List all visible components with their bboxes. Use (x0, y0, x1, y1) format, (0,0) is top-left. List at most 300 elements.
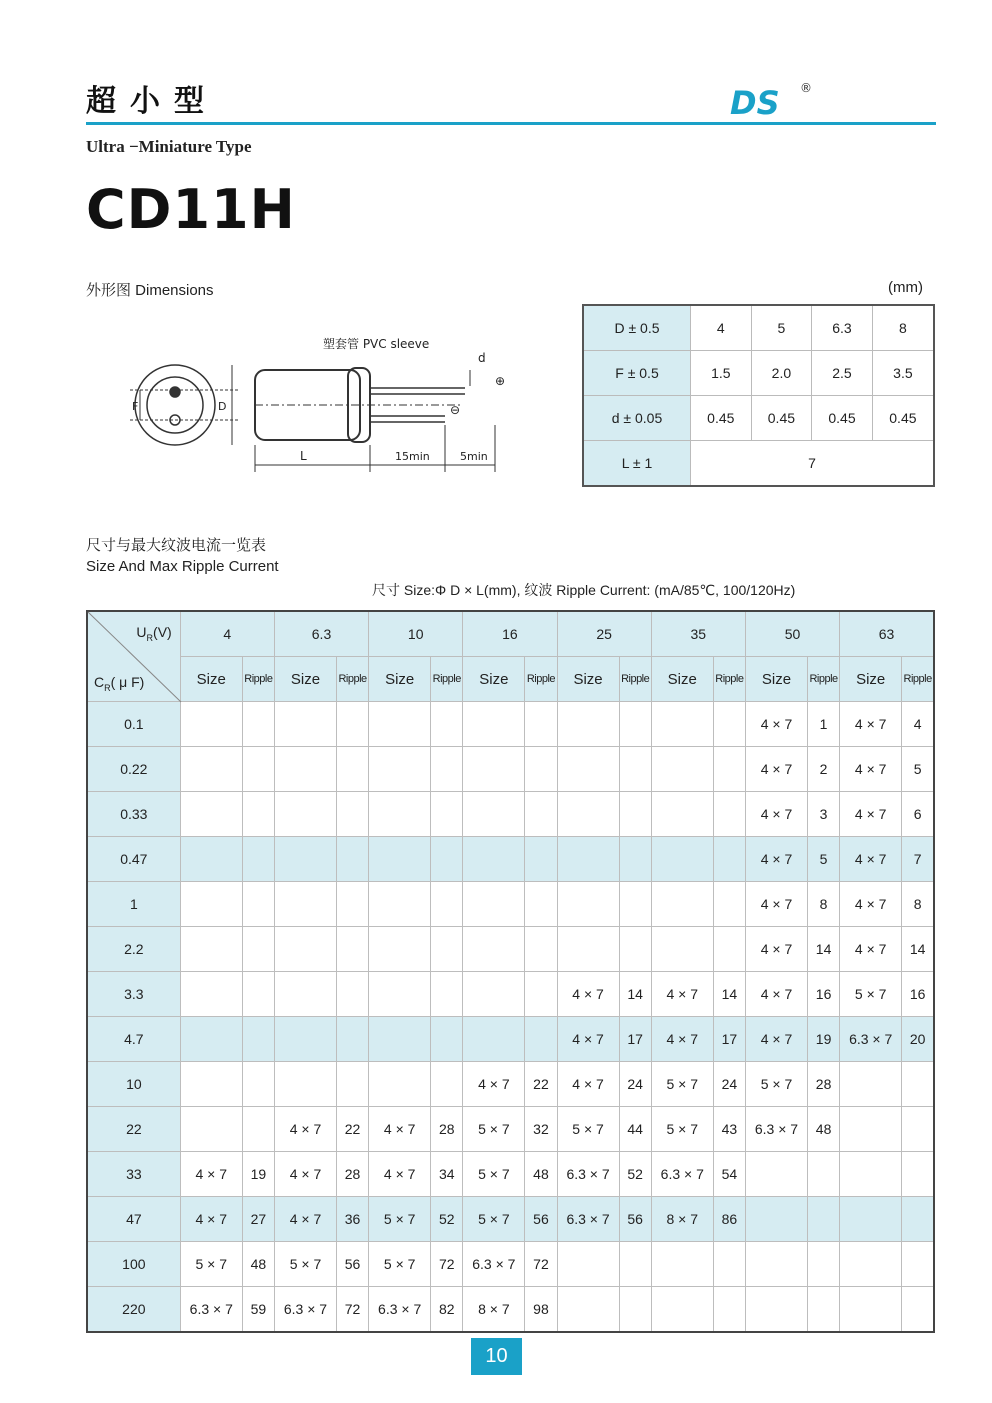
ripple-cell: 59 (242, 1287, 274, 1333)
ripple-cell: 54 (713, 1152, 745, 1197)
ripple-header: Ripple (713, 657, 745, 702)
ripple-cell (619, 837, 651, 882)
ripple-cell (902, 1242, 934, 1287)
ripple-cell: 5 (808, 837, 840, 882)
size-cell (369, 972, 431, 1017)
size-cell: 5 × 7 (557, 1107, 619, 1152)
size-cell (840, 1062, 902, 1107)
capacitance-cell: 1 (87, 882, 180, 927)
size-cell (369, 747, 431, 792)
brand-text: DS (730, 84, 780, 122)
size-cell: 4 × 7 (180, 1197, 242, 1242)
header-rule (86, 122, 936, 125)
table-row (87, 792, 934, 837)
ripple-cell: 17 (713, 1017, 745, 1062)
table-row (87, 1197, 934, 1242)
size-cell: 8 × 7 (651, 1197, 713, 1242)
ripple-cell (337, 882, 369, 927)
size-cell (180, 972, 242, 1017)
size-header: Size (745, 657, 807, 702)
size-cell (651, 1242, 713, 1287)
ripple-cell: 17 (619, 1017, 651, 1062)
size-cell (180, 747, 242, 792)
dim-row-label: D ± 0.5 (583, 305, 691, 351)
ripple-cell: 48 (525, 1152, 557, 1197)
table-row (87, 1152, 934, 1197)
capacitance-cell: 10 (87, 1062, 180, 1107)
size-cell: 4 × 7 (557, 1017, 619, 1062)
ripple-cell: 28 (337, 1152, 369, 1197)
ripple-cell (525, 1017, 557, 1062)
capacitance-cell: 220 (87, 1287, 180, 1333)
dim-cell: 6.3 (812, 305, 873, 351)
ripple-cell: 56 (525, 1197, 557, 1242)
size-cell (557, 1287, 619, 1333)
ripple-cell (242, 927, 274, 972)
size-cell (840, 1152, 902, 1197)
ripple-cell (902, 1287, 934, 1333)
size-cell: 6.3 × 7 (840, 1017, 902, 1062)
dim-row-label: L ± 1 (583, 441, 691, 487)
model-number: CD11H (86, 178, 296, 241)
size-cell: 5 × 7 (651, 1107, 713, 1152)
size-cell (557, 792, 619, 837)
ripple-cell: 52 (619, 1152, 651, 1197)
dimensions-label: 外形图 Dimensions (86, 282, 214, 299)
size-cell (369, 1062, 431, 1107)
size-cell (274, 972, 336, 1017)
ripple-cell: 43 (713, 1107, 745, 1152)
ripple-cell (808, 1242, 840, 1287)
size-header: Size (840, 657, 902, 702)
size-cell (369, 792, 431, 837)
size-cell (180, 882, 242, 927)
size-cell: 4 × 7 (840, 792, 902, 837)
size-cell: 5 × 7 (651, 1062, 713, 1107)
ripple-cell: 32 (525, 1107, 557, 1152)
ripple-cell (902, 1152, 934, 1197)
ripple-cell: 34 (431, 1152, 463, 1197)
size-cell: 4 × 7 (745, 837, 807, 882)
cr-label: $C_R$( μ F) (94, 674, 145, 693)
size-cell: 4 × 7 (745, 927, 807, 972)
subheader-row (87, 657, 934, 702)
type-subtitle: Ultra −Miniature Type (86, 137, 252, 156)
ripple-cell (713, 792, 745, 837)
ripple-cell (713, 747, 745, 792)
ripple-cell (337, 927, 369, 972)
ripple-cell: 56 (619, 1197, 651, 1242)
size-cell (180, 1107, 242, 1152)
ripple-cell (525, 837, 557, 882)
size-cell (274, 792, 336, 837)
size-cell: 5 × 7 (745, 1062, 807, 1107)
ripple-table (86, 610, 935, 1333)
ur-label: $U_R(V)$ (136, 624, 172, 643)
size-cell (557, 882, 619, 927)
dim-cell: 7 (691, 441, 935, 487)
ripple-cell: 36 (337, 1197, 369, 1242)
ripple-header: Ripple (902, 657, 934, 702)
size-cell: 4 × 7 (274, 1197, 336, 1242)
voltage-header-row (87, 611, 934, 657)
size-header: Size (651, 657, 713, 702)
size-cell (840, 1287, 902, 1333)
ripple-cell (808, 1197, 840, 1242)
registered-mark: ® (800, 81, 812, 95)
voltage-header: 50 (745, 611, 839, 657)
ripple-cell: 4 (902, 702, 934, 747)
ripple-cell: 6 (902, 792, 934, 837)
dimensions-table (582, 304, 935, 487)
table-row (87, 837, 934, 882)
size-cell: 4 × 7 (557, 972, 619, 1017)
size-cell (651, 927, 713, 972)
ripple-cell (902, 1107, 934, 1152)
ripple-cell (619, 927, 651, 972)
size-cell (463, 882, 525, 927)
size-cell: 6.3 × 7 (557, 1197, 619, 1242)
dim-cell: 1.5 (691, 351, 752, 396)
size-cell: 6.3 × 7 (651, 1152, 713, 1197)
voltage-header: 63 (840, 611, 934, 657)
size-cell (651, 747, 713, 792)
ripple-cell (619, 1242, 651, 1287)
ripple-cell: 2 (808, 747, 840, 792)
ripple-cell (808, 1152, 840, 1197)
ripple-cell (713, 702, 745, 747)
ripple-cell: 7 (902, 837, 934, 882)
size-cell (463, 792, 525, 837)
size-cell: 6.3 × 7 (557, 1152, 619, 1197)
voltage-header: 25 (557, 611, 651, 657)
size-cell: 5 × 7 (369, 1197, 431, 1242)
size-cell: 4 × 7 (274, 1107, 336, 1152)
size-cell (557, 747, 619, 792)
size-cell (180, 1017, 242, 1062)
ripple-cell: 22 (337, 1107, 369, 1152)
size-cell (274, 882, 336, 927)
ripple-cell: 28 (808, 1062, 840, 1107)
ripple-cell: 27 (242, 1197, 274, 1242)
table-row (583, 396, 934, 441)
ripple-header: Ripple (808, 657, 840, 702)
size-cell (369, 1017, 431, 1062)
ripple-cell: 56 (337, 1242, 369, 1287)
ripple-cell: 48 (808, 1107, 840, 1152)
size-cell (274, 927, 336, 972)
minus-icon: ⊖ (450, 403, 461, 417)
ripple-cell: 14 (619, 972, 651, 1017)
table-row (87, 1287, 934, 1333)
size-header: Size (557, 657, 619, 702)
size-cell: 4 × 7 (745, 792, 807, 837)
size-cell (557, 837, 619, 882)
dim-cell: 0.45 (751, 396, 812, 441)
ripple-cell (431, 882, 463, 927)
ripple-cell: 86 (713, 1197, 745, 1242)
size-cell: 5 × 7 (463, 1197, 525, 1242)
dim-cell: 3.5 (872, 351, 934, 396)
ripple-cell (713, 1242, 745, 1287)
ripple-cell (808, 1287, 840, 1333)
size-cell (180, 837, 242, 882)
size-cell: 4 × 7 (745, 747, 807, 792)
dim-cell: 2.5 (812, 351, 873, 396)
ripple-cell: 72 (337, 1287, 369, 1333)
ripple-cell (337, 1062, 369, 1107)
ripple-cell: 3 (808, 792, 840, 837)
voltage-header: 4 (180, 611, 274, 657)
ripple-header: Ripple (525, 657, 557, 702)
capacitance-cell: 100 (87, 1242, 180, 1287)
table-row (583, 305, 934, 351)
capacitance-cell: 0.22 (87, 747, 180, 792)
table-row (87, 1062, 934, 1107)
ripple-cell (619, 1287, 651, 1333)
ripple-cell (902, 1197, 934, 1242)
dim-cell: 8 (872, 305, 934, 351)
size-cell: 5 × 7 (274, 1242, 336, 1287)
capacitance-cell: 33 (87, 1152, 180, 1197)
dim-cell: 4 (691, 305, 752, 351)
size-cell (180, 1062, 242, 1107)
ripple-cell (242, 1017, 274, 1062)
ripple-cell (619, 882, 651, 927)
size-cell: 4 × 7 (745, 882, 807, 927)
size-cell: 4 × 7 (840, 747, 902, 792)
size-cell: 4 × 7 (745, 1017, 807, 1062)
size-header: Size (180, 657, 242, 702)
ripple-cell (431, 747, 463, 792)
ripple-cell: 19 (242, 1152, 274, 1197)
capacitance-cell: 4.7 (87, 1017, 180, 1062)
size-cell: 4 × 7 (840, 837, 902, 882)
voltage-header: 35 (651, 611, 745, 657)
ripple-cell (431, 837, 463, 882)
size-cell: 4 × 7 (369, 1107, 431, 1152)
size-cell: 4 × 7 (840, 702, 902, 747)
size-cell (463, 927, 525, 972)
size-cell: 4 × 7 (745, 972, 807, 1017)
ripple-cell (242, 792, 274, 837)
ripple-cell (619, 792, 651, 837)
size-cell (274, 702, 336, 747)
ripple-cell: 52 (431, 1197, 463, 1242)
dim-row-label: d ± 0.05 (583, 396, 691, 441)
ripple-cell (525, 972, 557, 1017)
size-cell (557, 1242, 619, 1287)
size-cell (463, 702, 525, 747)
plus-icon: ⊕ (495, 374, 506, 388)
ripple-cell: 24 (619, 1062, 651, 1107)
ripple-cell: 5 (902, 747, 934, 792)
size-cell (840, 1107, 902, 1152)
ripple-cell: 14 (808, 927, 840, 972)
size-cell: 5 × 7 (463, 1152, 525, 1197)
size-cell (651, 1287, 713, 1333)
size-header: Size (369, 657, 431, 702)
corner-header (87, 611, 180, 702)
ripple-header: Ripple (242, 657, 274, 702)
ripple-cell: 82 (431, 1287, 463, 1333)
size-cell (463, 1017, 525, 1062)
size-cell (557, 702, 619, 747)
size-cell (840, 1197, 902, 1242)
size-cell (745, 1242, 807, 1287)
size-cell: 8 × 7 (463, 1287, 525, 1333)
table-row (87, 747, 934, 792)
size-cell: 6.3 × 7 (274, 1287, 336, 1333)
size-cell: 4 × 7 (463, 1062, 525, 1107)
ripple-cell: 14 (902, 927, 934, 972)
ripple-cell (525, 702, 557, 747)
ripple-cell: 48 (242, 1242, 274, 1287)
length-label: L (300, 449, 307, 463)
d-label: d (478, 351, 486, 365)
ripple-cell (242, 837, 274, 882)
ripple-cell (337, 972, 369, 1017)
dim-row-label: F ± 0.5 (583, 351, 691, 396)
ripple-cell (525, 927, 557, 972)
ripple-cell (525, 882, 557, 927)
capacitance-cell: 2.2 (87, 927, 180, 972)
capacitance-cell: 47 (87, 1197, 180, 1242)
ripple-cell (525, 747, 557, 792)
ripple-cell (713, 882, 745, 927)
ripple-cell: 1 (808, 702, 840, 747)
ripple-cell: 98 (525, 1287, 557, 1333)
size-cell (651, 792, 713, 837)
ripple-cell (242, 972, 274, 1017)
ripple-cell: 24 (713, 1062, 745, 1107)
ripple-title-en: Size And Max Ripple Current (86, 558, 279, 575)
lead-5min-label: 5min (460, 450, 488, 463)
size-cell: 4 × 7 (840, 927, 902, 972)
size-cell (463, 972, 525, 1017)
ripple-cell: 44 (619, 1107, 651, 1152)
size-cell (840, 1242, 902, 1287)
size-header: Size (463, 657, 525, 702)
ripple-cell (431, 702, 463, 747)
table-row (87, 702, 934, 747)
size-header: Size (274, 657, 336, 702)
ripple-cell (431, 1017, 463, 1062)
size-cell: 4 × 7 (180, 1152, 242, 1197)
ripple-cell (242, 1062, 274, 1107)
size-cell: 4 × 7 (369, 1152, 431, 1197)
dim-cell: 5 (751, 305, 812, 351)
page-number: 10 (471, 1338, 522, 1375)
size-cell (463, 837, 525, 882)
size-cell: 5 × 7 (463, 1107, 525, 1152)
ripple-cell: 22 (525, 1062, 557, 1107)
ripple-cell (619, 747, 651, 792)
ripple-cell (242, 1107, 274, 1152)
size-cell: 6.3 × 7 (180, 1287, 242, 1333)
table-row (87, 1017, 934, 1062)
size-cell (180, 927, 242, 972)
dimensions-unit: (mm) (888, 279, 923, 296)
ripple-header: Ripple (337, 657, 369, 702)
ripple-header: Ripple (619, 657, 651, 702)
lead-15min-label: 15min (395, 450, 430, 463)
ripple-cell: 28 (431, 1107, 463, 1152)
ripple-cell (713, 1287, 745, 1333)
ripple-cell: 72 (525, 1242, 557, 1287)
table-row (87, 1242, 934, 1287)
size-cell: 4 × 7 (840, 882, 902, 927)
ripple-cell (713, 837, 745, 882)
size-cell (369, 882, 431, 927)
ripple-cell (337, 747, 369, 792)
ripple-cell (242, 882, 274, 927)
ripple-cell (242, 702, 274, 747)
size-cell (557, 927, 619, 972)
size-cell (180, 792, 242, 837)
capacitance-cell: 3.3 (87, 972, 180, 1017)
size-cell: 5 × 7 (840, 972, 902, 1017)
size-cell (651, 702, 713, 747)
table-row (583, 441, 934, 487)
ripple-cell (337, 837, 369, 882)
ripple-note: 尺寸 Size:Φ D × L(mm), 纹波 Ripple Current: (mA/85℃, 100/120Hz) (372, 582, 796, 598)
capacitance-cell: 0.47 (87, 837, 180, 882)
size-cell (274, 1062, 336, 1107)
size-cell (651, 837, 713, 882)
size-cell (274, 1017, 336, 1062)
size-cell (369, 927, 431, 972)
dim-cell: 0.45 (691, 396, 752, 441)
chinese-title: 超小型 (86, 84, 218, 119)
size-cell: 5 × 7 (369, 1242, 431, 1287)
d-diameter-label: D (218, 400, 227, 413)
size-cell: 6.3 × 7 (369, 1287, 431, 1333)
ripple-cell (431, 927, 463, 972)
size-cell: 4 × 7 (745, 702, 807, 747)
ripple-cell (525, 792, 557, 837)
sleeve-label: 塑套管 PVC sleeve (323, 337, 430, 351)
size-cell: 5 × 7 (180, 1242, 242, 1287)
table-row (583, 351, 934, 396)
size-cell: 6.3 × 7 (463, 1242, 525, 1287)
table-row (87, 882, 934, 927)
size-cell: 4 × 7 (557, 1062, 619, 1107)
size-cell (651, 882, 713, 927)
size-cell (745, 1152, 807, 1197)
size-cell (745, 1197, 807, 1242)
size-cell: 4 × 7 (651, 972, 713, 1017)
ripple-cell (242, 747, 274, 792)
size-cell: 6.3 × 7 (745, 1107, 807, 1152)
ripple-cell (337, 1017, 369, 1062)
f-label: F (132, 400, 139, 413)
size-cell (463, 747, 525, 792)
voltage-header: 6.3 (274, 611, 368, 657)
ripple-cell: 72 (431, 1242, 463, 1287)
ripple-cell: 19 (808, 1017, 840, 1062)
ripple-cell: 20 (902, 1017, 934, 1062)
table-row (87, 972, 934, 1017)
size-cell (274, 837, 336, 882)
ripple-cell: 14 (713, 972, 745, 1017)
capacitance-cell: 0.33 (87, 792, 180, 837)
ds-logo (730, 82, 810, 120)
ripple-cell (431, 792, 463, 837)
ripple-cell (431, 1062, 463, 1107)
table-row (87, 927, 934, 972)
voltage-header: 10 (369, 611, 463, 657)
